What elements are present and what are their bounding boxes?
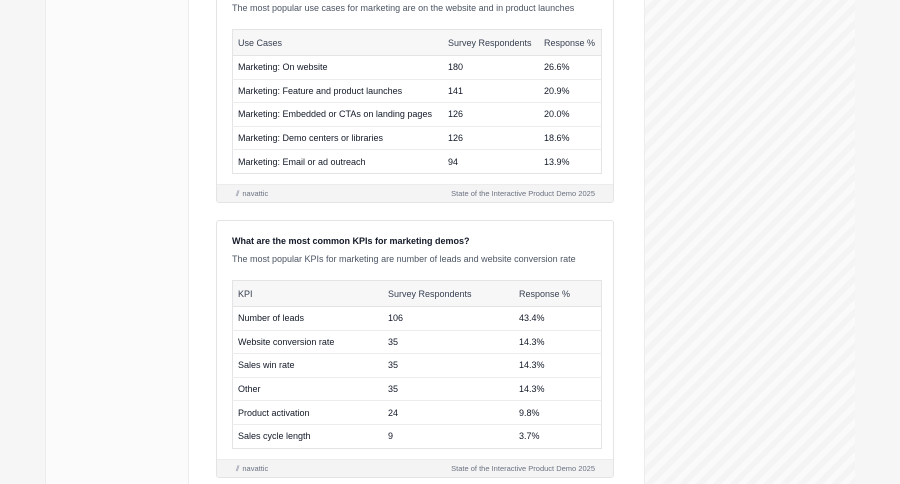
- table-row: [233, 307, 602, 331]
- row-label: Marketing: Embedded or CTAs on landing pages: [233, 103, 444, 127]
- row-label: Marketing: Feature and product launches: [233, 79, 444, 103]
- navattic-logo: [236, 464, 268, 474]
- column-header: Survey Respondents: [383, 281, 514, 307]
- table-row: [233, 150, 602, 174]
- table-row: [233, 330, 602, 354]
- respondents-cell: 141: [443, 79, 539, 103]
- table-row: [233, 354, 602, 378]
- source-caption: State of the Interactive Product Demo 2025: [451, 189, 595, 198]
- percent-cell: 18.6%: [539, 126, 602, 150]
- respondents-cell: 35: [383, 354, 514, 378]
- percent-cell: 20.9%: [539, 79, 602, 103]
- logo-text: navattic: [242, 464, 269, 473]
- row-label: Marketing: On website: [233, 56, 444, 80]
- table-header-row: [233, 30, 602, 56]
- percent-cell: 9.8%: [514, 401, 602, 425]
- percent-cell: 3.7%: [514, 424, 602, 448]
- percent-cell: 14.3%: [514, 354, 602, 378]
- table-row: [233, 56, 602, 80]
- row-label: Marketing: Email or ad outreach: [233, 150, 444, 174]
- card-footer: [217, 184, 613, 202]
- navattic-logo-icon: ⫽: [236, 464, 240, 473]
- row-label: Sales cycle length: [233, 424, 384, 448]
- page-gutter-right: [644, 0, 857, 484]
- percent-cell: 13.9%: [539, 150, 602, 174]
- respondents-cell: 126: [443, 126, 539, 150]
- table-row: [233, 79, 602, 103]
- page-margin-left: [0, 0, 45, 484]
- respondents-cell: 35: [383, 377, 514, 401]
- navattic-logo: [236, 189, 268, 199]
- percent-cell: 43.4%: [514, 307, 602, 331]
- table-row: [233, 377, 602, 401]
- row-label: Number of leads: [233, 307, 384, 331]
- column-header: Response %: [539, 30, 602, 56]
- table-row: [233, 126, 602, 150]
- row-label: Website conversion rate: [233, 330, 384, 354]
- use-cases-subtitle: The most popular use cases for marketing are on the website and in product launches: [232, 3, 575, 13]
- percent-cell: 14.3%: [514, 377, 602, 401]
- respondents-cell: 126: [443, 103, 539, 127]
- use-cases-card: [216, 0, 614, 203]
- percent-cell: 20.0%: [539, 103, 602, 127]
- percent-cell: 26.6%: [539, 56, 602, 80]
- respondents-cell: 94: [443, 150, 539, 174]
- row-label: Other: [233, 377, 384, 401]
- table-row: [233, 103, 602, 127]
- column-header: KPI: [233, 281, 384, 307]
- row-label: Product activation: [233, 401, 384, 425]
- kpis-card: [216, 220, 614, 478]
- page-gutter-left: [45, 0, 189, 484]
- navattic-logo-icon: ⫽: [236, 189, 240, 198]
- respondents-cell: 9: [383, 424, 514, 448]
- page-margin-right: [855, 0, 900, 484]
- table-header-row: [233, 281, 602, 307]
- use-cases-table: [232, 29, 602, 174]
- percent-cell: 14.3%: [514, 330, 602, 354]
- kpis-title: What are the most common KPIs for marketing demos?: [232, 236, 470, 246]
- column-header: Response %: [514, 281, 602, 307]
- kpis-table: [232, 280, 602, 449]
- row-label: Sales win rate: [233, 354, 384, 378]
- respondents-cell: 24: [383, 401, 514, 425]
- card-footer: [217, 459, 613, 477]
- respondents-cell: 180: [443, 56, 539, 80]
- table-row: [233, 401, 602, 425]
- column-header: Use Cases: [233, 30, 444, 56]
- logo-text: navattic: [242, 189, 269, 198]
- row-label: Marketing: Demo centers or libraries: [233, 126, 444, 150]
- respondents-cell: 35: [383, 330, 514, 354]
- column-header: Survey Respondents: [443, 30, 539, 56]
- kpis-subtitle: The most popular KPIs for marketing are number of leads and website conversion rate: [232, 254, 576, 264]
- source-caption: State of the Interactive Product Demo 2025: [451, 464, 595, 473]
- table-row: [233, 424, 602, 448]
- respondents-cell: 106: [383, 307, 514, 331]
